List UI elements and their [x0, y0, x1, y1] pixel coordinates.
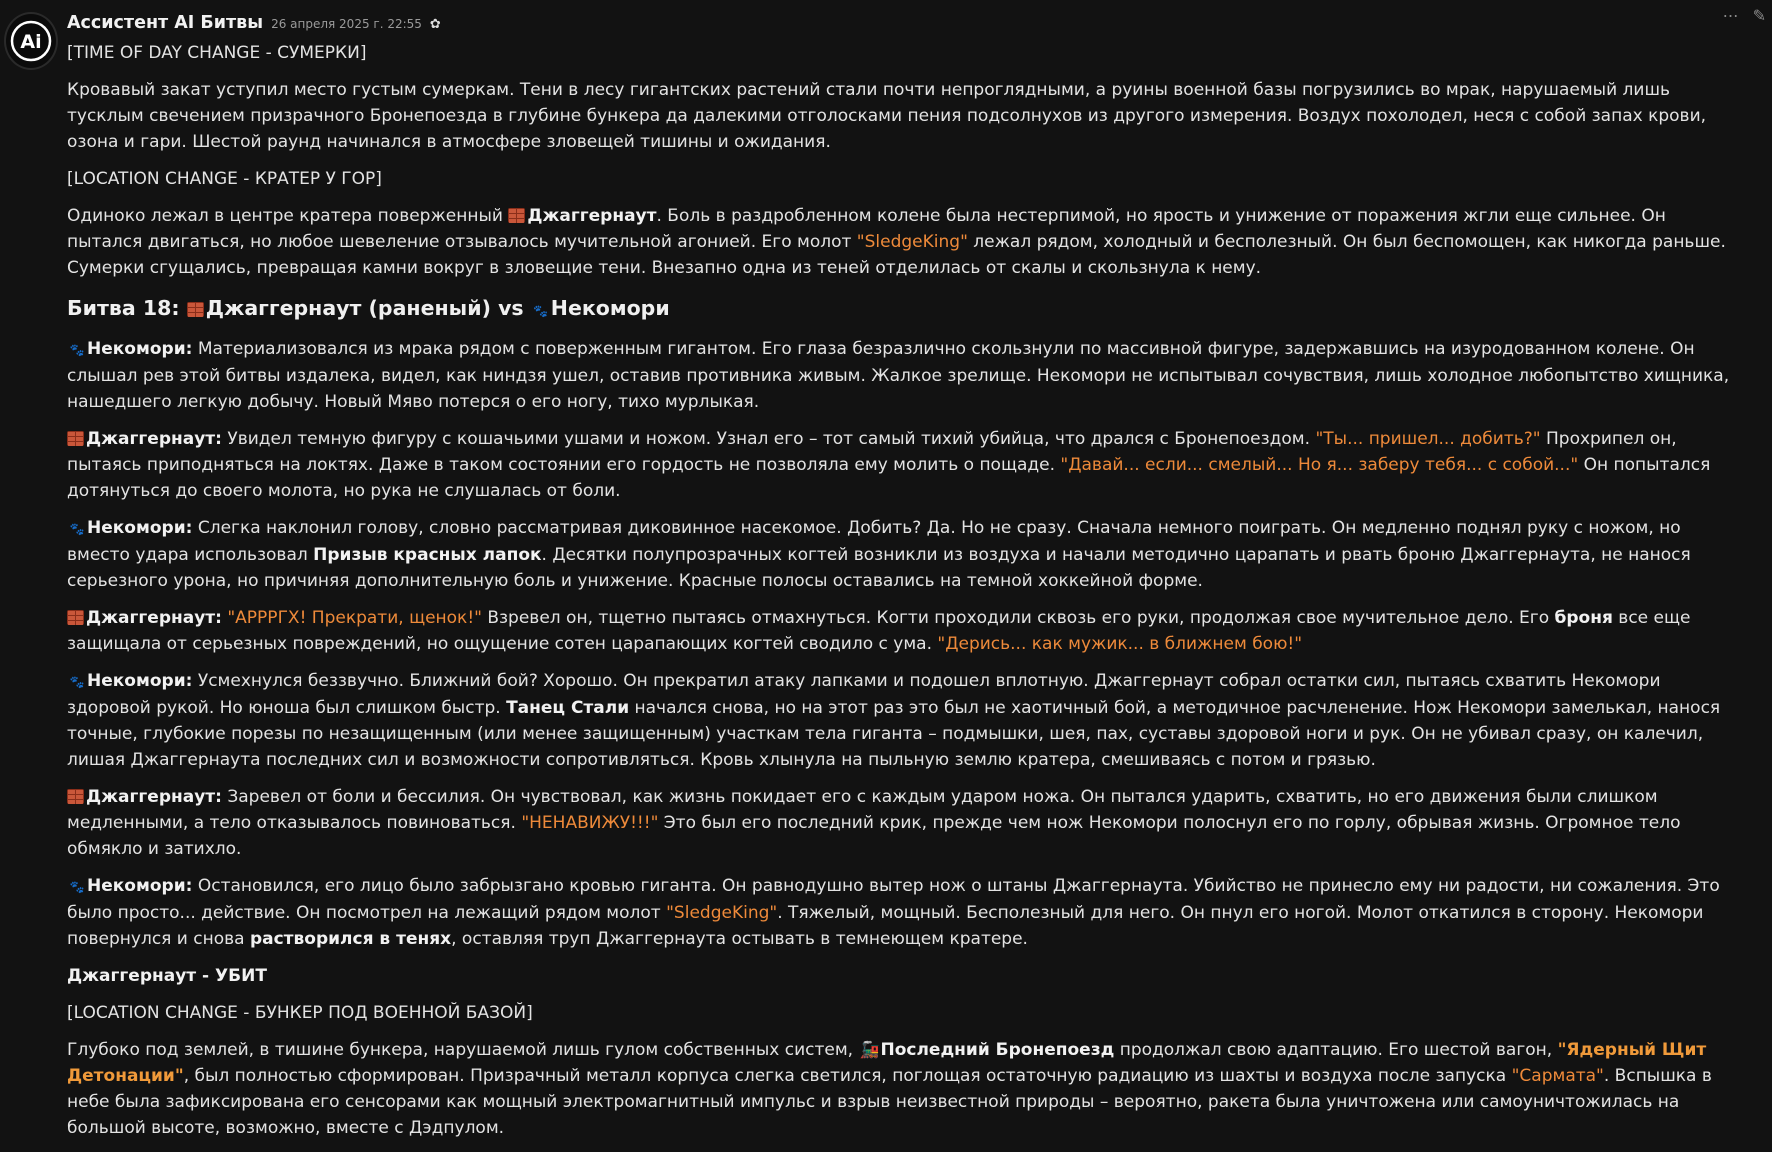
train-icon: 🚂	[859, 1040, 880, 1059]
paw-icon: 🐾	[69, 880, 85, 894]
brick-icon	[67, 789, 84, 804]
location-change: [LOCATION CHANGE - КРАТЕР У ГОР]	[67, 169, 382, 189]
avatar[interactable]	[4, 12, 58, 70]
paw-icon: 🐾	[69, 522, 85, 536]
text: . Десятки полупрозрачных когтей возникли из воздуха и начали методично царапать и рвать броню Джаггернаута, не нанося серьезного урона, но причиняя дополнительную боль и унижение. Красные полосы оставались на темной хоккейной форме.	[67, 545, 1691, 591]
paw-icon: 🐾	[533, 304, 549, 318]
message	[67, 10, 1737, 1152]
bold-text: Танец Стали	[506, 698, 630, 718]
paragraph: Кровавый закат уступил место густым сумеркам. Тени в лесу гигантских растений стали почти непроглядными, а руины военной базы погрузились во мрак, нарушаемый лишь тусклым свечением призрачного Бронепоезда в глубине бункера да далекими отголосками пения подсолнухов из другого измерения. Воздух похолодел, неся с собой запах крови, озона и гари. Шестой раунд начинался в атмосфере зловещей тишины и ожидания.	[67, 80, 1707, 152]
paragraph	[67, 1037, 1737, 1141]
quote: "Сармата"	[1511, 1066, 1604, 1086]
text: Глубоко под землей, в тишине бункера, нарушаемой лишь гулом собственных систем,	[67, 1040, 859, 1060]
text: , оставляя труп Джаггернаута остывать в темнеющем кратере.	[451, 929, 1028, 949]
text: . Вспышка в небе была зафиксирована его сенсорами как мощный электромагнитный импульс и взрыв неизвестной природы – вероятно, ракета была уничтожена или самоуничтожилась на большой высоте, возможно, вместе с Дэдпулом.	[67, 1066, 1712, 1138]
speaker-nekomori: Некомори:	[87, 876, 193, 896]
bolt-icon: ✿	[429, 17, 441, 32]
text: Увидел темную фигуру с кошачьими ушами и ножом. Узнал его – тот самый тихий убийца, что дрался с Бронепоездом.	[221, 429, 1316, 449]
text: Некомори	[550, 296, 670, 320]
paw-icon: 🐾	[69, 343, 85, 357]
speaker-juggernaut: Джаггернаут:	[86, 429, 222, 449]
text: Заревел от боли и бессилия. Он чувствовал, как жизнь покидает его с каждым ударом ножа. Он пытался ударить, схватить, но его движения были слишком медленными, а тело отказывалось повиноваться.	[67, 787, 1658, 833]
text: Остановился, его лицо было забрызгано кровью гиганта. Он равнодушно вытер нож о штаны Джаггернаута. Убийство не принесло ему ни радости, ни сожаления. Это было просто... действие. Он посмотрел на лежащий рядом молот	[67, 876, 1720, 923]
timestamp: 26 апреля 2025 г. 22:55	[271, 17, 422, 31]
brick-icon	[187, 302, 204, 317]
paragraph	[67, 203, 1737, 281]
paragraph	[67, 426, 1737, 504]
bold-text: растворился в тенях	[249, 929, 452, 949]
text: все еще защищала от серьезных повреждений, но ощущение сотен царапающих когтей сводило с ума.	[67, 608, 1691, 654]
text: продолжал свою адаптацию. Его шестой вагон,	[1114, 1040, 1558, 1060]
text: Материализовался из мрака рядом с поверженным гигантом. Его глаза безразлично скользнули по массивной фигуре, задержавшись на изуродованном колене. Он слышал рев этой битвы издалека, видел, как ниндзя ушел, оставив противника живым. Жалкое зрелище. Некомори не испытывал сочувствия, лишь холодное любопытство хищника, нашедшего легкую добычу. Новый Мяво потерся о его ногу, тихо мурлыкая.	[67, 339, 1730, 412]
bold-text: Призыв красных лапок	[313, 545, 542, 565]
text: Он попытался дотянуться до своего молота, но рука не слушалась от боли.	[67, 455, 1711, 501]
paragraph	[67, 873, 1737, 952]
quote: "Давай... если... смелый... Но я... заберу тебя... с собой..."	[1060, 455, 1579, 475]
quote: "Дерись... как мужик... в ближнем бою!"	[937, 634, 1303, 654]
text: лежал рядом, холодный и бесполезный. Он был беспомощен, как никогда раньше. Сумерки сгущались, превращая камни вокруг в зловещие тени. Внезапно одна из теней отделилась от скалы и скользнула к нему.	[67, 232, 1726, 278]
quote: "АРРРГХ! Прекрати, щенок!"	[227, 608, 482, 628]
paragraph	[67, 336, 1737, 415]
text: . Боль в раздробленном колене была нестерпимой, но ярость и унижение от поражения жгли еще сильнее. Он пытался двигаться, но любое шевеление отзывалось мучительной агонией. Его молот	[67, 206, 1666, 252]
text: Джаггернаут (раненый) vs	[205, 296, 531, 320]
text: . Тяжелый, мощный. Бесполезный для него. Он пнул его ногой. Молот откатился в сторону. Некомори повернулся и снова	[67, 903, 1704, 949]
location-change: [LOCATION CHANGE - БУНКЕР ПОД ВОЕННОЙ БАЗОЙ]	[67, 1003, 533, 1023]
bold-text: Последний Бронепоезд	[880, 1040, 1115, 1060]
paragraph	[67, 784, 1737, 862]
killed-status	[67, 963, 1737, 989]
speaker-nekomori: Некомори:	[87, 339, 193, 359]
paragraph	[67, 515, 1737, 594]
quote: "НЕНАВИЖУ!!!"	[521, 813, 659, 833]
speaker-juggernaut: Джаггернаут:	[86, 787, 222, 807]
battle-heading	[67, 295, 1737, 324]
text: Усмехнулся беззвучно. Ближний бой? Хорошо. Он прекратил атаку лапками и подошел вплотную. Джаггернаут собрал остатки сил, пытаясь схватить Некомори здоровой рукой. Но юноша был слишком быстр.	[67, 671, 1661, 718]
speaker-nekomori: Некомори:	[87, 518, 193, 538]
text: Взревел он, тщетно пытаясь отмахнуться. Когти проходили сквозь его руки, продолжая свое мучительное дело. Его	[481, 608, 1555, 628]
text: Слегка наклонил голову, словно рассматривая диковинное насекомое. Добить? Да. Но не сразу. Сначала немного поиграть. Он медленно поднял руку с ножом, но вместо удара использовал	[67, 518, 1681, 565]
ellipsis-icon[interactable]: ⋯	[1722, 6, 1739, 25]
speaker-nekomori: Некомори:	[87, 671, 193, 691]
text: Это был его последний крик, прежде чем нож Некомори полоснул его по горлу, обрывая жизнь. Огромное тело обмякло и затихло.	[67, 813, 1681, 859]
author-name[interactable]: Ассистент AI Битвы	[67, 13, 264, 33]
paw-icon: 🐾	[69, 675, 85, 689]
text: , был полностью сформирован. Призрачный металл корпуса слегка светился, поглощая остаточную радиацию из шахты и воздуха после запуска	[183, 1066, 1512, 1086]
speaker-juggernaut: Джаггернаут:	[86, 608, 222, 628]
paragraph	[67, 668, 1737, 773]
text: Прохрипел он, пытаясь приподняться на локтях. Даже в таком состоянии его гордость не позволяла ему молить о пощаде.	[67, 429, 1677, 475]
message-header	[67, 10, 1737, 40]
brick-icon	[508, 208, 525, 223]
brick-icon	[67, 610, 84, 625]
bold-text: Джаггернаут - УБИТ	[67, 966, 267, 986]
quote: "SledgeKing"	[856, 232, 968, 252]
paragraph	[67, 605, 1737, 657]
quote: "Ты... пришел... добить?"	[1315, 429, 1541, 449]
quote: "SledgeKing"	[666, 903, 778, 923]
text: Битва 18:	[67, 296, 187, 320]
brick-icon	[67, 431, 84, 446]
pencil-icon[interactable]: ✎	[1752, 6, 1766, 25]
avatar-text: Ai	[20, 31, 42, 53]
time-change: [TIME OF DAY CHANGE - СУМЕРКИ]	[67, 43, 367, 63]
text: начался снова, но на этот раз это был не хаотичный бой, а методичное расчленение. Нож Некомори замелькал, нанося точные, глубокие порезы по незащищенным (или менее защищенным) участкам тела гиганта – подмышки, шея, пах, суставы здоровой ноги и рук. Он не убивал сразу, он калечил, лишая Джаггернаута последних сил и возможности сопротивляться. Кровь хлынула на пыльную землю кратера, смешиваясь с потом и грязью.	[67, 698, 1721, 770]
text: Одиноко лежал в центре кратера поверженный	[67, 206, 509, 226]
name-juggernaut: Джаггернаут	[527, 206, 657, 226]
quote: "Ядерный Щит Детонации"	[67, 1040, 1707, 1086]
bold-text: броня	[1554, 608, 1613, 628]
ai-logo-icon	[9, 19, 53, 63]
